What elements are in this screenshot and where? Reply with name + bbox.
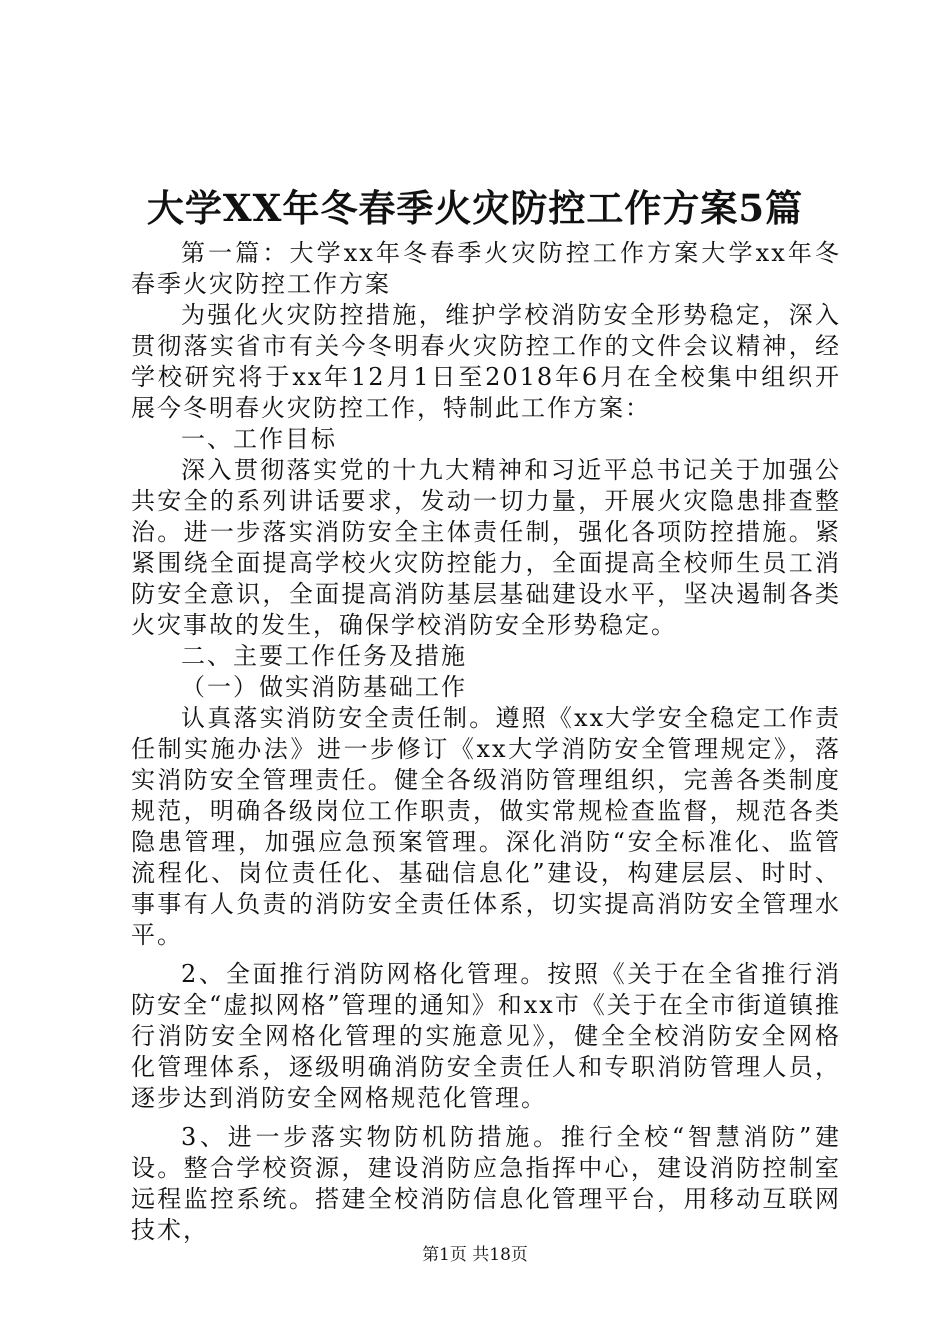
paragraph-intro: 为强化火灾防控措施，维护学校消防安全形势稳定，深入贯彻落实省市有关今冬明春火灾防控工作的文件会议精神，经学校研究将于xx年12月1日至2018年6月在全校集中组织开展今冬明春火灾防控工作，特制此工作方案：: [131, 301, 841, 422]
section-heading-tasks: 二、主要工作任务及措施: [181, 642, 467, 670]
paragraph-goals: 深入贯彻落实党的十九大精神和习近平总书记关于加强公共安全的系列讲话要求，发动一切力量，开展火灾隐患排查整治。进一步落实消防安全主体责任制，强化各项防控措施。紧紧围绕全面提高学校火灾防控能力，全面提高全校师生员工消防安全意识，全面提高消防基层基础建设水平，坚决遏制各类火灾事故的发生，确保学校消防安全形势稳定。: [131, 456, 841, 639]
paragraph-physical-measures: 3、进一步落实物防机防措施。推行全校“智慧消防”建设。整合学校资源，建设消防应急指挥中心，建设消防控制室远程监控系统。搭建全校消防信息化管理平台，用移动互联网技术，: [131, 1123, 841, 1244]
document-title: 大学XX年冬春季火灾防控工作方案5篇: [146, 186, 804, 230]
paragraph-chapter-heading: 第一篇：大学xx年冬春季火灾防控工作方案大学xx年冬春季火灾防控工作方案: [131, 239, 841, 298]
paragraph-responsibility: 认真落实消防安全责任制。遵照《xx大学安全稳定工作责任制实施办法》进一步修订《xx大学消防安全管理规定》，落实消防安全管理责任。健全各级消防管理组织，完善各类制度规范，明确各级岗位工作职责，做实常规检查监督，规范各类隐患管理，加强应急预案管理。深化消防“安全标准化、监管流程化、岗位责任化、基础信息化”建设，构建层层、时时、事事有人负责的消防安全责任体系，切实提高消防安全管理水平。: [131, 704, 841, 949]
subsection-heading-foundation: （一）做实消防基础工作: [181, 673, 467, 701]
section-heading-goals: 一、工作目标: [181, 425, 337, 453]
paragraph-grid-management: 2、全面推行消防网格化管理。按照《关于在全省推行消防安全“虚拟网格”管理的通知》和xx市《关于在全市街道镇推行消防安全网格化管理的实施意见》，健全全校消防安全网格化管理体系，逐级明确消防安全责任人和专职消防管理人员，逐步达到消防安全网格规范化管理。: [131, 960, 841, 1112]
page-footer: 第1页 共18页: [422, 1245, 528, 1265]
document-body: [131, 238, 841, 1246]
